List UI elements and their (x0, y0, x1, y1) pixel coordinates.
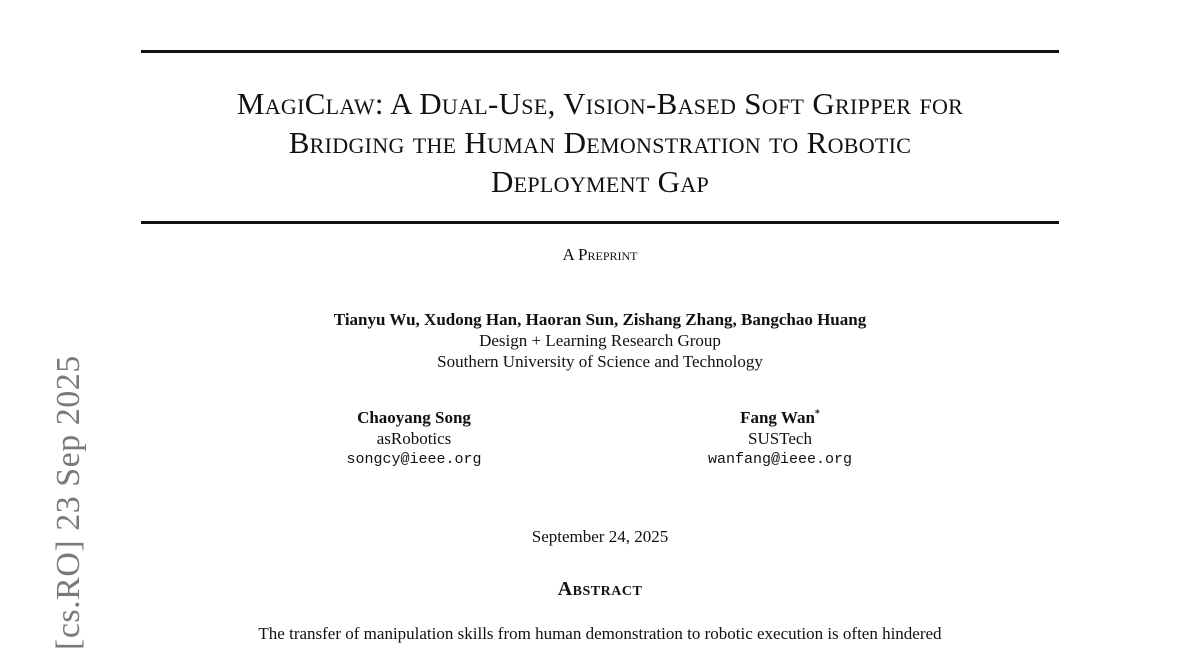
author-block-left (264, 407, 564, 470)
preprint-label: A Preprint (562, 245, 638, 264)
title-top-rule (141, 50, 1059, 53)
title-line-1: MagiClaw: A Dual-Use, Vision-Based Soft Gripper for (236, 86, 964, 121)
abstract-heading: Abstract (557, 578, 643, 600)
title-line-3: Deployment Gap (490, 164, 710, 199)
corresponding-author-mark: * (814, 408, 820, 420)
author-left-name: Chaoyang Song (357, 408, 471, 427)
primary-author-names: Tianyu Wu, Xudong Han, Haoran Sun, Zishang Zhang, Bangchao Huang (333, 310, 867, 329)
arxiv-sidebar-stamp: [cs.RO] 23 Sep 2025 (50, 355, 87, 650)
author-right-email[interactable]: wanfang@ieee.org (707, 451, 853, 468)
title-bottom-rule (141, 221, 1059, 224)
author-left-affiliation: asRobotics (376, 429, 452, 448)
title-line-2: Bridging the Human Demonstration to Robotic (288, 125, 912, 160)
author-right-name: Fang Wan (740, 408, 815, 427)
author-right-affiliation: SUSTech (748, 429, 812, 448)
author-block-right (630, 407, 930, 470)
paper-date: September 24, 2025 (531, 527, 669, 546)
abstract-text: The transfer of manipulation skills from human demonstration to robotic execution is often hindered (258, 624, 942, 643)
paper-title (120, 84, 1080, 201)
author-right-name-line (630, 407, 930, 428)
author-left-email[interactable]: songcy@ieee.org (346, 451, 482, 468)
primary-author-group: Design + Learning Research Group (479, 331, 721, 350)
primary-author-block (200, 309, 1000, 372)
primary-author-institution: Southern University of Science and Technology (437, 352, 763, 371)
